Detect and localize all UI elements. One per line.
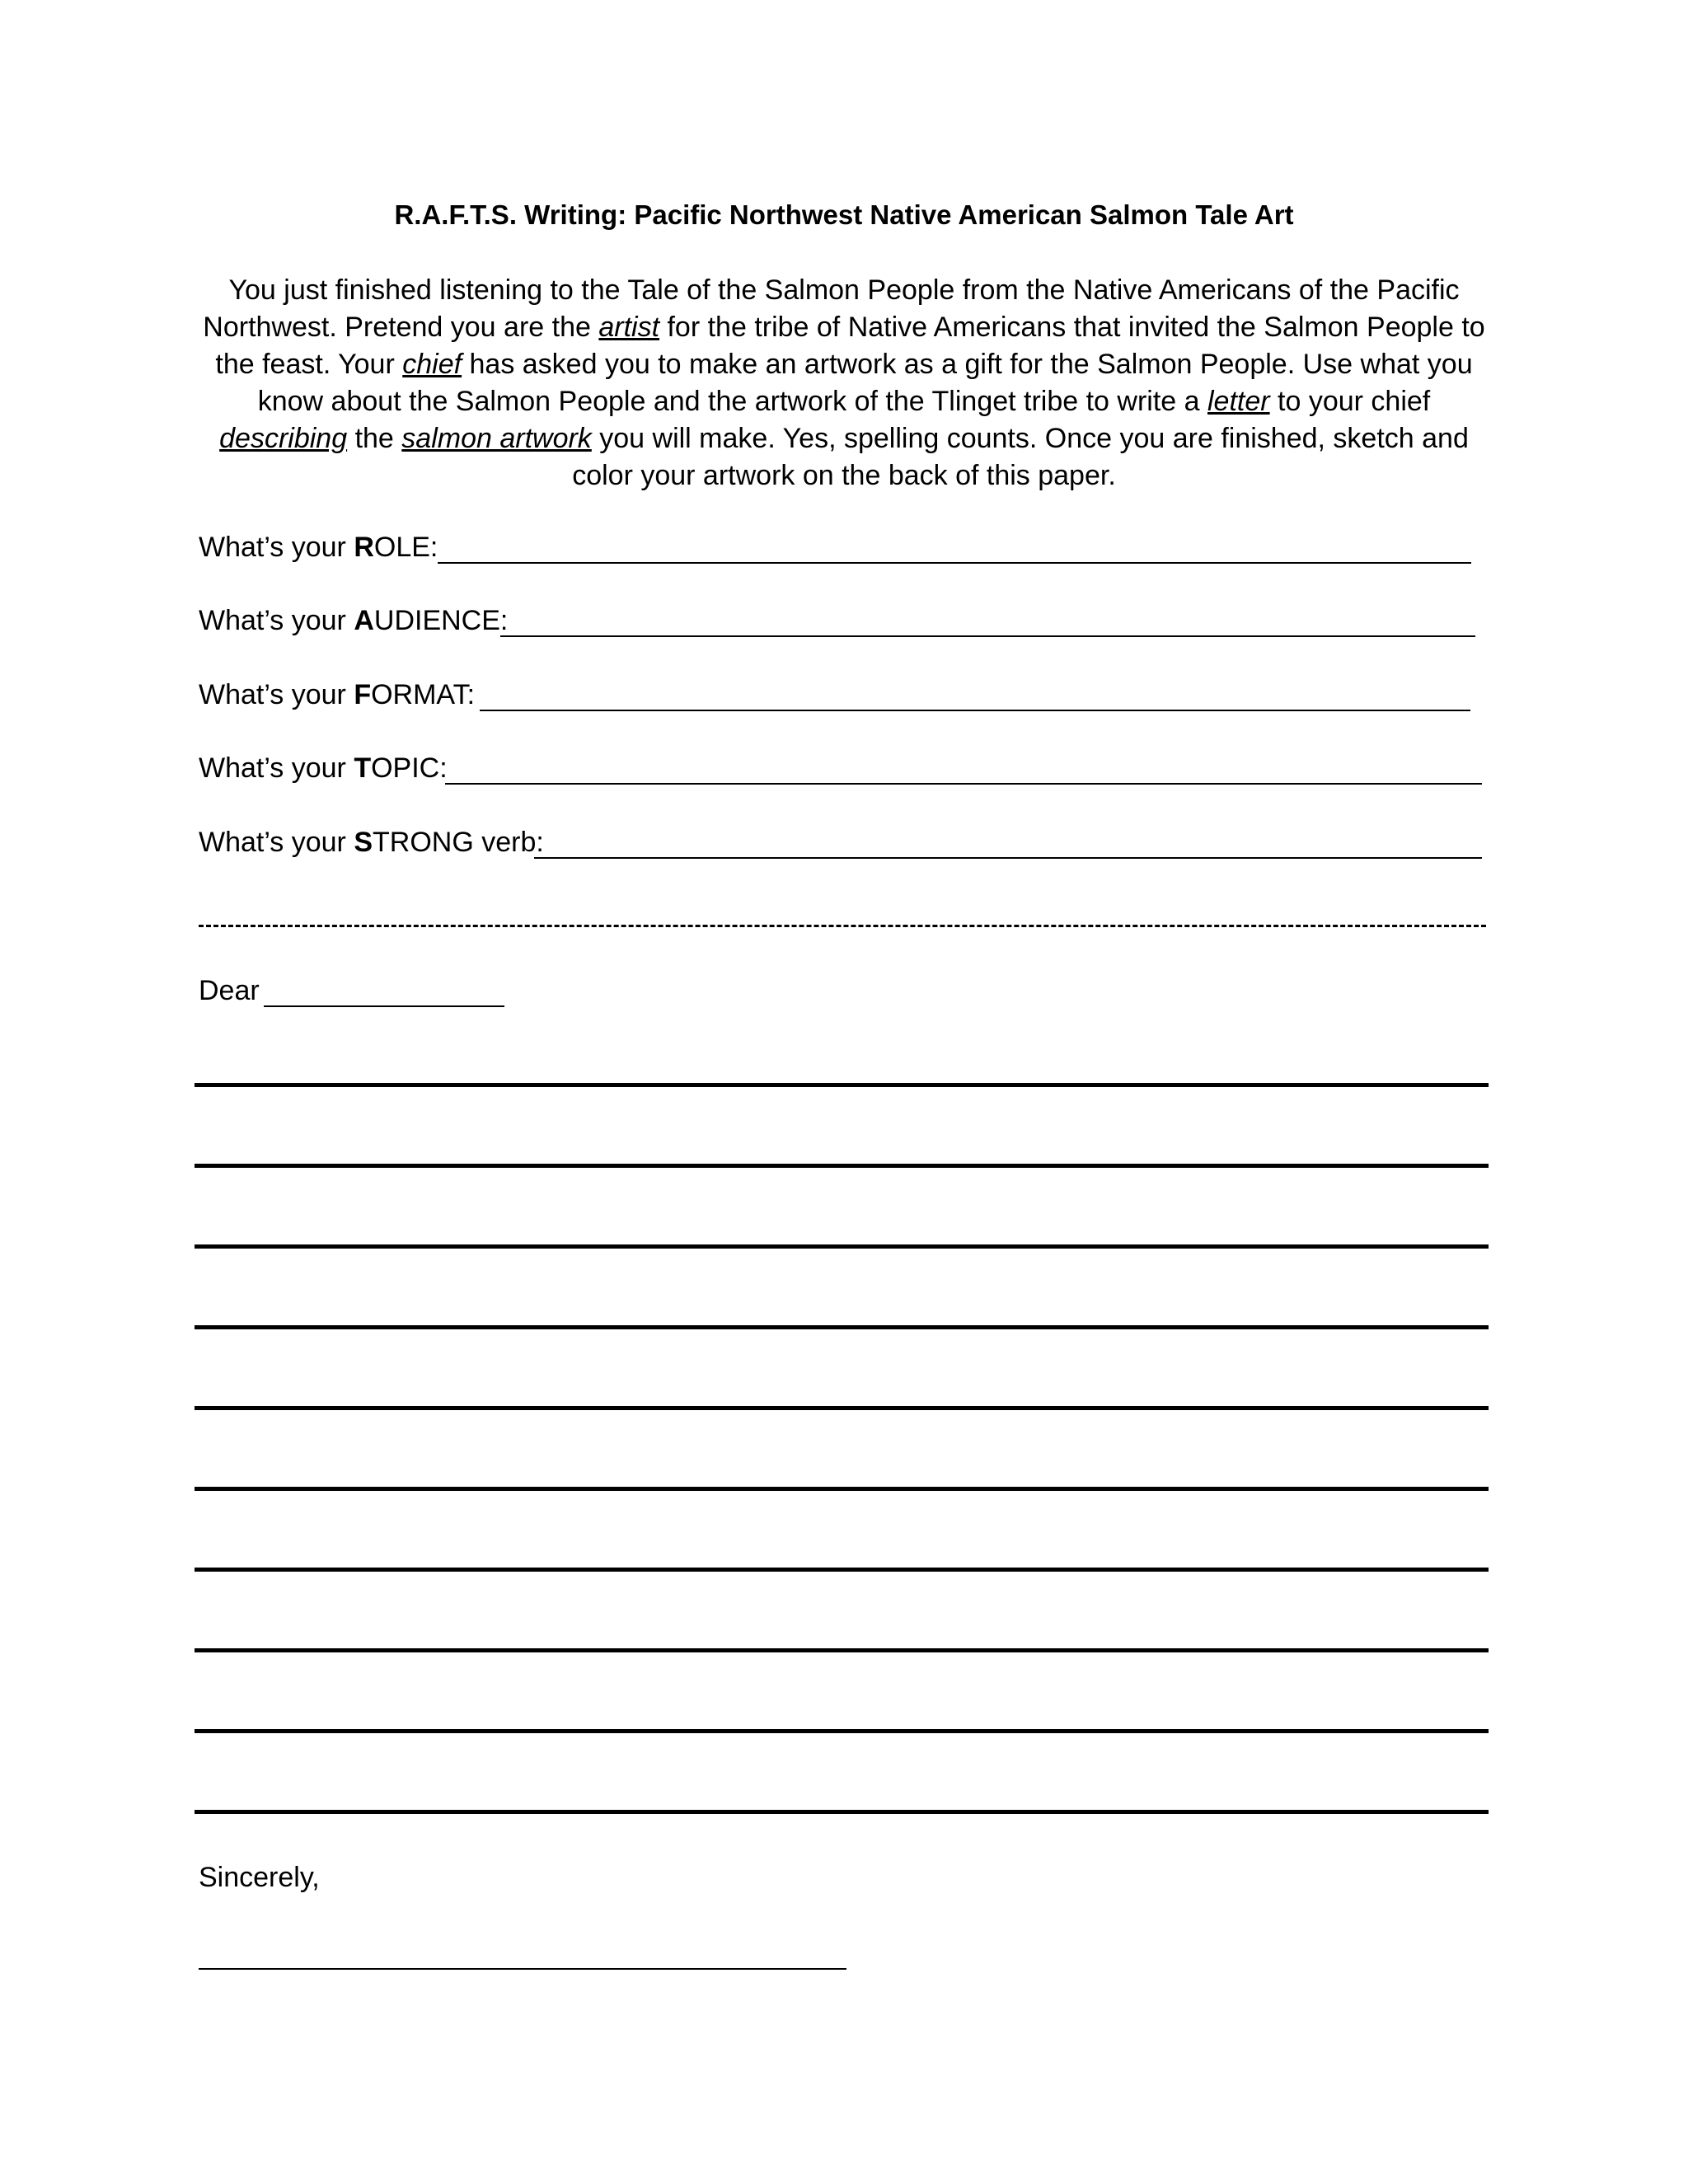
keyword-artist: artist	[598, 312, 660, 343]
writing-line[interactable]	[195, 1164, 1489, 1168]
audience-prompt	[199, 602, 508, 639]
keyword-letter: letter	[1207, 386, 1270, 417]
prompt-initial: T	[354, 752, 372, 784]
topic-answer-line[interactable]	[445, 783, 1482, 785]
instructions-text: has asked you to make an artwork as a gift for the Salmon People. Use what you know about the Salmon People and the artwork of the Tlinget tribe to write a	[257, 349, 1473, 417]
format-answer-line[interactable]	[480, 710, 1470, 711]
signature-line[interactable]	[199, 1968, 846, 1970]
audience-answer-line[interactable]	[500, 635, 1475, 637]
strong-verb-answer-line[interactable]	[534, 857, 1482, 859]
letter-greeting	[199, 972, 260, 1009]
instructions-text: for the tribe of Native Americans that invited the Salmon People to the feast. Your	[215, 312, 1485, 380]
keyword-salmon-artwork: salmon artwork	[401, 423, 592, 454]
prompt-label: TRONG verb:	[373, 827, 544, 858]
keyword-chief: chief	[402, 349, 462, 380]
instructions-text: you will make. Yes, spelling counts. Once you are finished, sketch and color your artwork on the back of this paper.	[572, 423, 1469, 491]
prompt-prefix: What’s your	[199, 827, 354, 858]
topic-prompt	[199, 750, 448, 786]
writing-line[interactable]	[195, 1810, 1489, 1814]
instructions-text: You just finished listening to the Tale of the Salmon People from the Native Americans of the Pacific Northwest. Pretend you are the	[203, 274, 1460, 343]
prompt-initial: R	[354, 532, 374, 563]
writing-line[interactable]	[195, 1083, 1489, 1087]
prompt-label: OPIC:	[371, 752, 448, 784]
instructions-paragraph	[198, 272, 1490, 494]
prompt-label: OLE:	[373, 532, 438, 563]
writing-line[interactable]	[195, 1325, 1489, 1329]
prompt-prefix: What’s your	[199, 532, 354, 563]
keyword-describing: describing	[219, 423, 348, 454]
strong-verb-prompt	[199, 824, 544, 860]
worksheet-title: R.A.F.T.S. Writing: Pacific Northwest Native American Salmon Tale Art	[394, 199, 1294, 230]
writing-line[interactable]	[195, 1729, 1489, 1733]
prompt-initial: F	[354, 679, 372, 710]
writing-line[interactable]	[195, 1406, 1489, 1410]
closing-text: Sincerely,	[199, 1862, 320, 1893]
format-prompt	[199, 677, 475, 713]
greeting-text: Dear	[199, 975, 260, 1006]
role-prompt	[199, 529, 438, 565]
writing-line[interactable]	[195, 1568, 1489, 1572]
prompt-prefix: What’s your	[199, 605, 354, 636]
cut-line-divider	[199, 925, 1486, 927]
role-answer-line[interactable]	[438, 562, 1471, 564]
instructions-text: to your chief	[1269, 386, 1431, 417]
prompt-prefix: What’s your	[199, 679, 354, 710]
greeting-name-line[interactable]	[264, 1005, 504, 1007]
prompt-label: UDIENCE:	[373, 605, 509, 636]
letter-closing	[199, 1859, 320, 1896]
writing-line[interactable]	[195, 1648, 1489, 1652]
prompt-initial: S	[354, 827, 373, 858]
writing-line[interactable]	[195, 1244, 1489, 1249]
prompt-prefix: What’s your	[199, 752, 354, 784]
instructions-text: the	[347, 423, 402, 454]
prompt-initial: A	[354, 605, 374, 636]
writing-line[interactable]	[195, 1487, 1489, 1491]
prompt-label: ORMAT:	[371, 679, 476, 710]
